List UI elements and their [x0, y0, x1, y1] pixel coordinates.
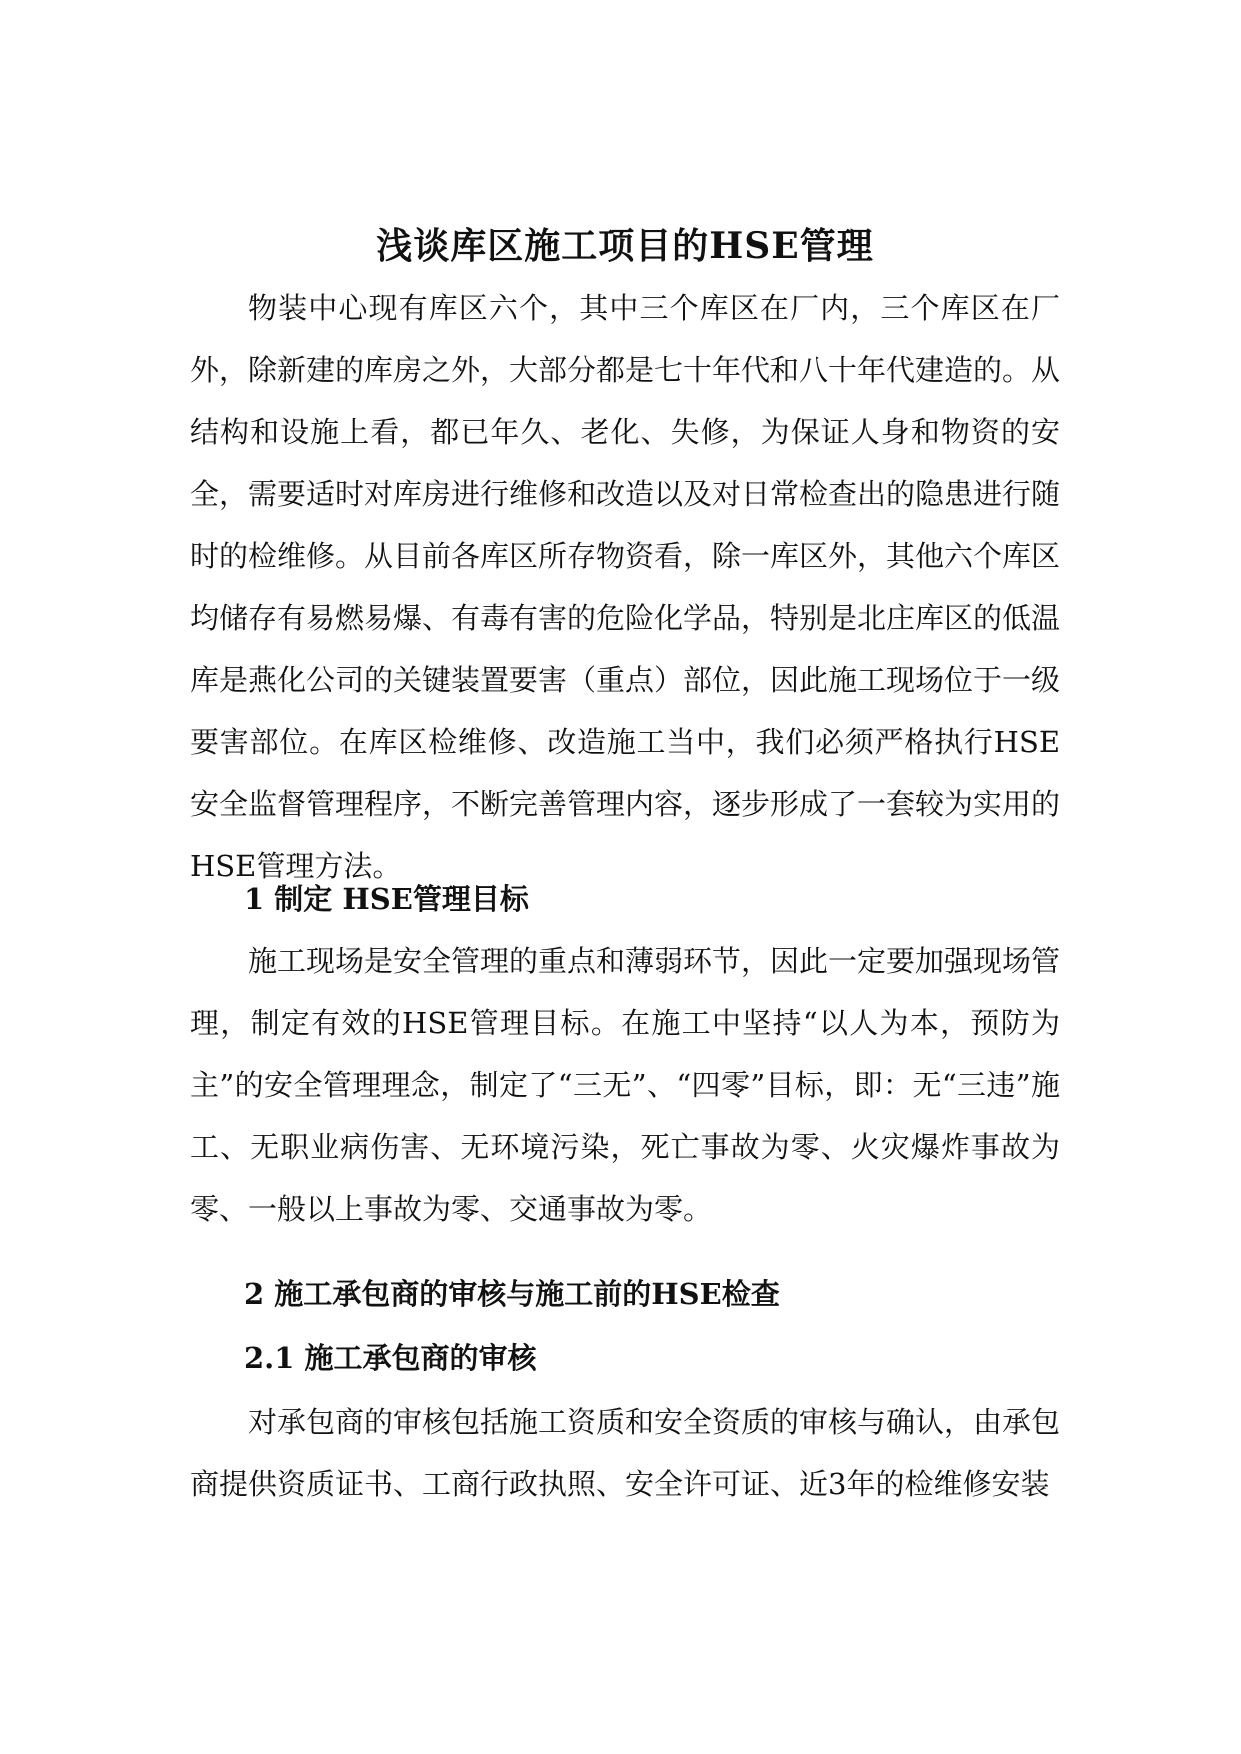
document-title: 浅谈库区施工项目的HSE管理 — [376, 225, 874, 267]
section-2-1-paragraph: 对承包商的审核包括施工资质和安全资质的审核与确认，由承包商提供资质证书、工商行政执照、安全许可证、近3年的检维修安装 — [190, 1405, 1061, 1501]
section-heading-2-1: 2.1 施工承包商的审核 — [244, 1341, 537, 1375]
section-heading-2: 2 施工承包商的审核与施工前的HSE检查 — [244, 1277, 780, 1311]
document-page — [190, 0, 1060, 1754]
section-1-paragraph: 施工现场是安全管理的重点和薄弱环节，因此一定要加强现场管理，制定有效的HSE管理目标。在施工中坚持“以人为本，预防为主”的安全管理理念，制定了“三无”、“四零”目标，即：无“三违”施工、无职业病伤害、无环境污染，死亡事故为零、火灾爆炸事故为零、一般以上事故为零、交通事故为零。 — [190, 944, 1061, 1226]
section-heading-1: 1 制定 HSE管理目标 — [244, 882, 529, 916]
intro-paragraph: 物装中心现有库区六个，其中三个库区在厂内，三个库区在厂外，除新建的库房之外，大部分都是七十年代和八十年代建造的。从结构和设施上看，都已年久、老化、失修，为保证人身和物资的安全，需要适时对库房进行维修和改造以及对日常检查出的隐患进行随时的检维修。从目前各库区所存物资看，除一库区外，其他六个库区均储存有易燃易爆、有毒有害的危险化学品，特别是北庄库区的低温库是燕化公司的关键装置要害（重点）部位，因此施工现场位于一级要害部位。在库区检维修、改造施工当中，我们必须严格执行HSE安全监督管理程序，不断完善管理内容，逐步形成了一套较为实用的HSE管理方法。 — [190, 291, 1061, 883]
